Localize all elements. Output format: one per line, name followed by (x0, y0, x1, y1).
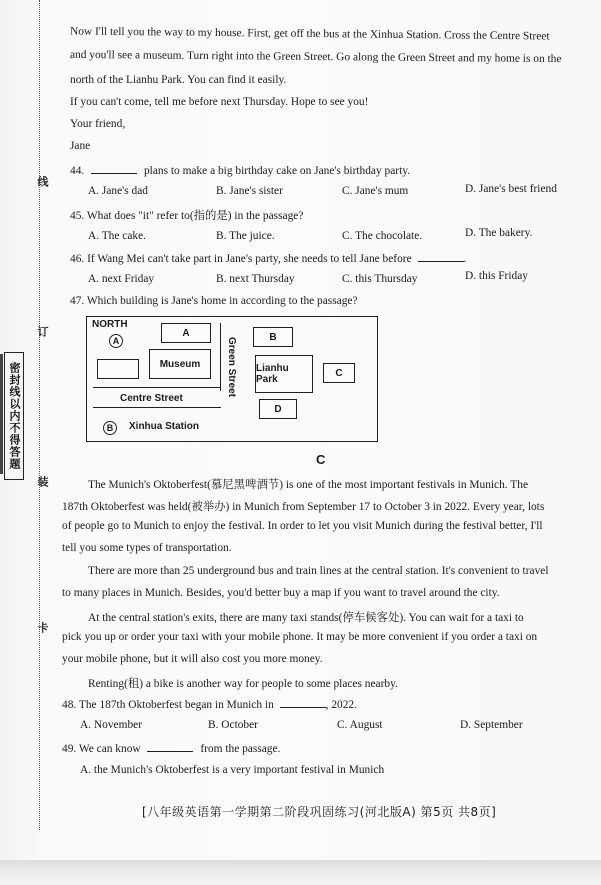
question-45 (70, 207, 303, 223)
building-d: D (259, 399, 297, 419)
answer-blank[interactable] (91, 163, 137, 174)
q49-option-a[interactable]: A. the Munich's Oktoberfest is a very important festival in Munich (80, 764, 385, 776)
bus-station-icon: B (103, 421, 117, 435)
q45-option-b[interactable]: B. The juice. (216, 230, 275, 242)
lianhu-park: Lianhu Park (255, 355, 313, 393)
q46-option-c[interactable]: C. this Thursday (342, 273, 418, 285)
letter-line-4: If you can't come, tell me before next Thursday. Hope to see you! (70, 96, 369, 108)
letter-closing: Your friend, (70, 118, 126, 130)
question-stem-end: from the passage. (200, 743, 281, 755)
margin-label-side: 卡 (36, 622, 48, 633)
q45-option-a[interactable]: A. The cake. (88, 230, 146, 242)
question-46 (70, 251, 466, 265)
building-b: B (253, 327, 293, 347)
q46-option-b[interactable]: B. next Thursday (216, 273, 295, 285)
q48-option-a[interactable]: A. November (80, 719, 142, 731)
passage-p1-line3: of people go to Munich to enjoy the festival. In order to let you visit Munich during the festival better, I'll (62, 520, 543, 532)
map-north-label: NORTH (92, 319, 128, 330)
margin-label-seal: 装 (36, 476, 48, 487)
question-number: 48. (62, 699, 77, 711)
passage-p4-line1: Renting(租) a bike is another way for people to some places nearby. (88, 678, 398, 690)
q48-option-b[interactable]: B. October (208, 719, 258, 731)
q48-option-d[interactable]: D. September (460, 719, 523, 731)
edge-mark (0, 354, 3, 474)
binding-line (39, 0, 40, 830)
question-stem: What does "it" refer to(指的是) in the passage? (86, 210, 304, 222)
street-edge (93, 407, 221, 408)
q44-option-c[interactable]: C. Jane's mum (342, 185, 409, 197)
letter-line-1: Now I'll tell you the way to my house. First, get off the bus at the Xinhua Station. Cross the Centre Street (69, 25, 550, 43)
street-edge (220, 323, 221, 391)
passage-p1-line1: The Munich's Oktoberfest(慕尼黑啤酒节) is one of the most important festivals in Munich. The (88, 479, 528, 491)
q44-option-d[interactable]: D. Jane's best friend (465, 183, 557, 195)
passage-p3-line1: At the central station's exits, there are many taxi stands(停车候客处). You can wait for a taxi to (88, 612, 524, 624)
street-edge (93, 387, 221, 388)
question-number: 47. (70, 295, 85, 307)
museum-building: Museum (149, 349, 211, 379)
letter-line-2: and you'll see a museum. Turn right into the Green Street. Go along the Green Street and my home is on the (69, 48, 562, 66)
margin-label-line: 线 (36, 176, 48, 187)
answer-blank[interactable] (280, 697, 326, 708)
unnamed-building (97, 359, 139, 379)
margin-notice: 密封线以内不得答题 (4, 352, 24, 480)
question-number: 45. (70, 210, 85, 222)
passage-p1-line2: 187th Oktoberfest was held(被举办) in Munich from September 17 to October 3 in 2022. Every year, lots (62, 501, 545, 513)
letter-line-3: north of the Lianhu Park. You can find it easily. (70, 74, 287, 86)
question-stem: The 187th Oktoberfest began in Munich in (78, 699, 274, 711)
q48-option-c[interactable]: C. August (337, 719, 383, 731)
question-stem: We can know (78, 743, 141, 755)
question-stem: Which building is Jane's home in according to the passage? (86, 295, 358, 307)
scan-bottom-band (0, 860, 601, 885)
passage-p2-line1: There are more than 25 underground bus and train lines at the central station. It's convenient to travel (88, 565, 549, 577)
question-stem-end: , 2022. (325, 699, 357, 711)
question-stem: plans to make a big birthday cake on Jane's birthday party. (143, 165, 411, 177)
q44-option-b[interactable]: B. Jane's sister (216, 185, 283, 197)
building-a: A (161, 323, 211, 343)
question-stem: If Wang Mei can't take part in Jane's party, she needs to tell Jane before (87, 253, 412, 265)
answer-blank[interactable] (418, 251, 464, 262)
centre-street-label: Centre Street (120, 393, 183, 404)
page-footer: [八年级英语第一学期第二阶段巩固练习(河北版A) 第5页 共8页] (142, 805, 497, 819)
building-c: C (323, 363, 355, 383)
margin-label-order: 订 (36, 326, 48, 337)
question-number: 46. (70, 253, 85, 265)
q44-option-a[interactable]: A. Jane's dad (88, 185, 148, 197)
compass-icon: A (109, 334, 123, 348)
question-number: 44. (70, 165, 85, 177)
street-map (86, 316, 378, 442)
question-49 (62, 741, 280, 755)
letter-signature: Jane (70, 140, 91, 152)
q45-option-d[interactable]: D. The bakery. (465, 227, 533, 239)
question-48 (62, 697, 357, 711)
question-number: 49. (62, 743, 77, 755)
passage-p3-line2: pick you up or order your taxi with your mobile phone. It may be more convenient if you order a taxi on (62, 631, 538, 643)
q45-option-c[interactable]: C. The chocolate. (342, 230, 423, 242)
xinhua-station-label: Xinhua Station (129, 421, 199, 432)
q46-option-d[interactable]: D. this Friday (465, 270, 528, 282)
q46-option-a[interactable]: A. next Friday (88, 273, 155, 285)
question-stem-end: . (463, 253, 467, 265)
question-47 (70, 295, 358, 307)
passage-p3-line3: your mobile phone, but it will also cost you more money. (62, 653, 323, 665)
passage-p1-line4: tell you some types of transportation. (62, 542, 232, 554)
green-street-label: Green Street (226, 337, 237, 398)
question-44 (70, 163, 410, 177)
answer-blank[interactable] (147, 741, 193, 752)
passage-p2-line2: to many places in Munich. Besides, you'd better buy a map if you want to travel around the city. (62, 587, 500, 599)
section-label: C (316, 452, 326, 467)
